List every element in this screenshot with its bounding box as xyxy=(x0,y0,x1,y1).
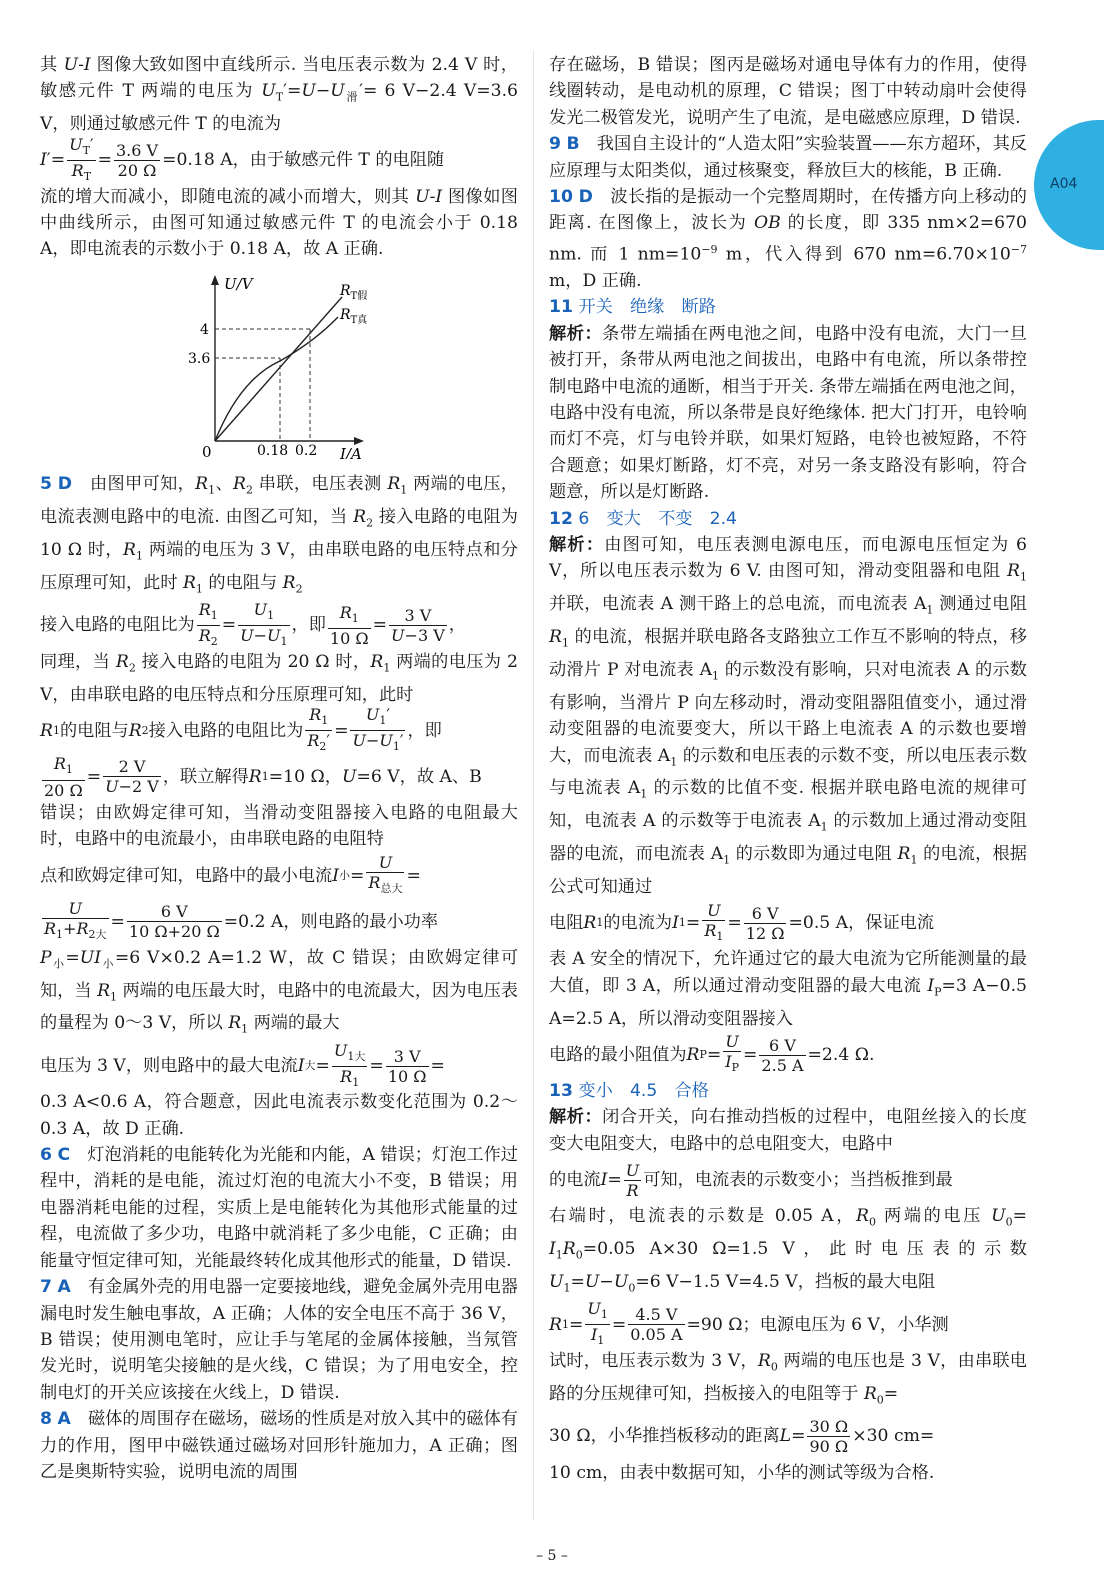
line-r-t-false xyxy=(215,297,342,441)
formula-line: I ′= $\frac{U_T'}{R_T}$ = $\frac{3.6 V}{20 \Omega}$ =0.18 A，由于敏感元件 T 的电阻随 xyxy=(40,134,445,184)
origin-label: 0 xyxy=(202,442,212,459)
left-column xyxy=(40,52,518,1485)
u-i-graph xyxy=(180,269,420,459)
question-8: 8 A 磁体的周围存在磁场，磁场的性质是对放入其中的磁体有力的作用，图甲中磁铁通过磁场对回形针施加力，A 正确；图乙是奥斯特实验，说明电流的周围 xyxy=(40,1409,518,1482)
question-13: 13 变小 4.5 合格 xyxy=(549,1081,709,1102)
para: 流的增大而减小，即随电流的减小而增大，则其 U-I 图像如图中曲线所示，由图可知通过敏感元件 T 的电流会小于 0.18 A，即电流表的示数小于 0.18 A，故 A 正确. xyxy=(40,186,518,260)
x-axis-label: I/A xyxy=(340,444,362,459)
analysis-12: 解析：由图可知，电压表测电源电压，而电源电压恒定为 6 V，所以电压表示数为 6 V. 由图可知，滑动变阻器和电阻 $R_1$ 并联，电流表 A 测干路上的总电流，而电流表 $A_1$ 测通过电阻 $R_1$ 的电流，根据并联电路各支路独立工作互不影响的特点，移动滑片 P 对电流表 $A_1$ 的示数没有影响，只对电流表 A 的示数有影响，当滑片 P 向左移动时，滑动变阻器阻值变小，通过滑动变阻器的电流要变大，所以干路上电流表 A 的示数也要增大，而电流表 $A_1$ 的示数和电压表的示数不变，所以电压表示数与电流表 $A_1$ 的示数的比值不变. 根据并联电路电流的规律可知，电流表 A 的示数等于电流表 $A_1$ 的示数加上通过滑动变阻器的电流，而电流表 $A_1$ 的示数即为通过电阻 $R_1$ 的电流，根据公式可知通过 xyxy=(549,535,1027,898)
para: 表 A 安全的情况下，允许通过它的最大电流为它所能测量的最大值，即 3 A，所以通过滑动变阻器的最大电流 $I_P=3$ A−0.5 A=2.5 A，所以滑动变阻器接入 xyxy=(549,949,1027,1029)
para: 试时，电压表示数为 3 V，$R_0$ 两端的电压也是 3 V，由串联电路的分压规律可知，挡板接入的电阻等于 $R_0=$ xyxy=(549,1350,1027,1407)
y-tick-3-6: 3.6 xyxy=(188,350,211,367)
question-9: 9 B 我国自主设计的“人造太阳”实验装置——东方超环，其反应原理与太阳类似，通过核聚变，释放巨大的核能，B 正确. xyxy=(549,134,1027,181)
question-10: 10 D 波长指的是振动一个完整周期时，在传播方向上移动的距离. 在图像上，波长为 OB 的长度，即 335 nm×2=670 nm. 而 1 $nm=10^{-9}$ m，代入得到 670 $nm=6.70\times 10^{-7}$ m，D 正确. xyxy=(549,187,1028,291)
side-tab xyxy=(1034,120,1104,250)
formula-line: $\frac{R_1}{20 \Omega}$ = $\frac{2 V}{U-2 V}$ ，联立解得 R 1 =10 Ω， U =6 V，故 A、B xyxy=(44,754,482,800)
formula-line: 的电流 I = $\frac{U}{R}$ 可知，电流表的示数变小；当挡板推到最 xyxy=(549,1160,953,1200)
question-12: 12 6 变大 不变 2.4 xyxy=(549,508,737,529)
formula-line: R 1 的电阻与 R 2 接入电路的电阻比为 $\frac{R_1}{R_2'}$ = $\frac{U_1'}{U-U_1'}$ ，即 xyxy=(40,705,442,754)
x-tick-0-2: 0.2 xyxy=(295,442,318,459)
y-tick-4: 4 xyxy=(200,321,209,338)
formula-line: 点和欧姆定律可知，电路中的最小电流 I 小 = $\frac{U}{R_{总大}}$ = xyxy=(40,853,421,896)
question-6: 6 C 灯泡消耗的电能转化为光能和内能，A 错误；灯泡工作过程中，消耗的是电能，流过灯泡的电流大小不变，B 错误；用电器消耗电能的过程，实质上是电能转化为其他形式能量的过程，电流做了多少功，电路中就消耗了多少电能，C 正确；由能量守恒定律可知，光能最终转化成其他形式的能量，D 错误. xyxy=(40,1145,518,1271)
para-continuation: 存在磁场，B 错误；图丙是磁场对通电导体有力的作用，使得线圈转动，是电动机的原理，C 错误；图丁中转动扇叶会使得发光二极管发光，说明产生了电流，是电磁感应原理，D 错误. xyxy=(549,55,1027,128)
para: 10 cm，由表中数据可知，小华的测试等级为合格. xyxy=(549,1462,935,1483)
question-5: 5 D 由图甲可知，$R_1$、$R_2$ 串联，电压表测 $R_1$ 两端的电压，电流表测电路中的电流. 由图乙可知，当 $R_2$ 接入电路的电阻为 10 Ω 时，$R_1$ 两端的电压为 3 V，由串联电路的电压特点和分压原理可知，此时 $R_1$ 的电阻与 $R_2$ xyxy=(40,474,518,596)
analysis-11: 解析：条带左端插在两电池之间，电路中没有电流，大门一旦被打开，条带从两电池之间拔出，电路中有电流，所以条带控制电路中电流的通断，相当于开关. 条带左端插在两电池之间，电路中没有电流，所以条带是良好绝缘体. 把大门打开，电铃响而灯不亮，灯与电铃并联，如果灯短路，电铃也被短路，不符合题意；如果灯断路，灯不亮，对另一条支路没有影响，符合题意，所以是灯断路. xyxy=(549,323,1027,503)
page-number: – 5 – xyxy=(536,1548,568,1564)
formula-line: 接入电路的电阻比为 $\frac{R_1}{R_2}$ = $\frac{U_1}{U-U_1}$ ，即 $\frac{R_1}{10 \Omega}$ = $\frac{3 V}{U-3 V}$ ， xyxy=(40,599,466,649)
formula-line: $\frac{U}{R_1+R_{2大}}$ = $\frac{6 V}{10 \Omega+20 \Omega}$ =0.2 A，则电路的最小功率 xyxy=(44,899,439,942)
formula-line: 电路的最小阻值为 R P = $\frac{U}{I_P}$ = $\frac{6 V}{2.5 A}$ =2.4 Ω. xyxy=(549,1032,875,1075)
right-column xyxy=(549,52,1027,1486)
formula-line: 电阻 R 1 的电流为 I 1 = $\frac{U}{R_1}$ = $\frac{6 V}{12 \Omega}$ =0.5 A，保证电流 xyxy=(549,900,935,944)
side-tab-label: A04 xyxy=(1050,176,1078,192)
analysis-13: 解析：闭合开关，向右推动挡板的过程中，电阻丝接入的长度变大电阻变大，电路中的总电阻变大，电路中 xyxy=(549,1107,1027,1154)
para: 右端时，电流表的示数是 0.05 A，$R_0$ 两端的电压 $U_0= I_1R_0=0.05$ A×30 Ω=1.5 V，此时电压表的示数 $U_1=U-U_0=6$ V−1.5 V=4.5 V，挡板的最大电阻 xyxy=(549,1206,1027,1295)
column-divider xyxy=(533,50,534,1520)
x-tick-0-18: 0.18 xyxy=(257,442,289,459)
para: 错误；由欧姆定律可知，当滑动变阻器接入电路的电阻最大时，电路中的电流最小，由串联电路的电阻特 xyxy=(40,802,518,850)
para: $P_小=UI_小=6$ V×0.2 A=1.2 W，故 C 错误；由欧姆定律可知，当 $R_1$ 两端的电压最大时，电路中的电流最大，因为电压表的量程为 0～3 V，所以 $R_1$ 两端的最大 xyxy=(40,947,519,1036)
para: 0.3 A<0.6 A，符合题意，因此电流表示数变化范围为 0.2～0.3 A，故 D 正确. xyxy=(40,1092,518,1139)
question-11: 11 开关 绝缘 断路 xyxy=(549,297,716,318)
question-7: 7 A 有金属外壳的用电器一定要接地线，避免金属外壳用电器漏电时发生触电事故，A 正确；人体的安全电压不高于 36 V，B 错误；使用测电笔时，应让手与笔尾的金属体接触，当氖管发光时，说明笔尖接触的是火线，C 错误；为了用电安全，控制电灯的开关应该接在火线上，D 错误. xyxy=(40,1277,518,1403)
curve-label-true: $R_{T真}$ xyxy=(340,306,368,326)
para-continuation: 其 U-I 图像大致如图中直线所示. 当电压表示数为 2.4 V 时，敏感元件 T 两端的电压为 $U_T'=U-U_滑'= 6$ V−2.4 V=3.6 V，则通过敏感元件 T 的电流为 xyxy=(40,55,518,135)
curve-label-false: $R_{T假}$ xyxy=(340,282,368,302)
formula-line: R 1 = $\frac{U_1}{I_1}$ = $\frac{4.5 V}{0.05 A}$ =90 Ω；电源电压为 6 V，小华测 xyxy=(549,1299,949,1348)
curve-r-t-true xyxy=(215,317,338,441)
para: 同理，当 $R_2$ 接入电路的电阻为 20 Ω 时，$R_1$ 两端的电压为 2 V，由串联电路的电压特点和分压原理可知，此时 xyxy=(40,651,518,705)
formula-line: 30 Ω，小华推挡板移动的距离 L = $\frac{30 \Omega}{90 \Omega}$ ×30 cm= xyxy=(549,1417,935,1457)
formula-line: 电压为 3 V，则电路中的最大电流 I 大 = $\frac{U_{1大}}{R_1}$ = $\frac{3 V}{10 \Omega}$ = xyxy=(40,1040,445,1089)
y-axis-label: U/V xyxy=(224,274,253,293)
